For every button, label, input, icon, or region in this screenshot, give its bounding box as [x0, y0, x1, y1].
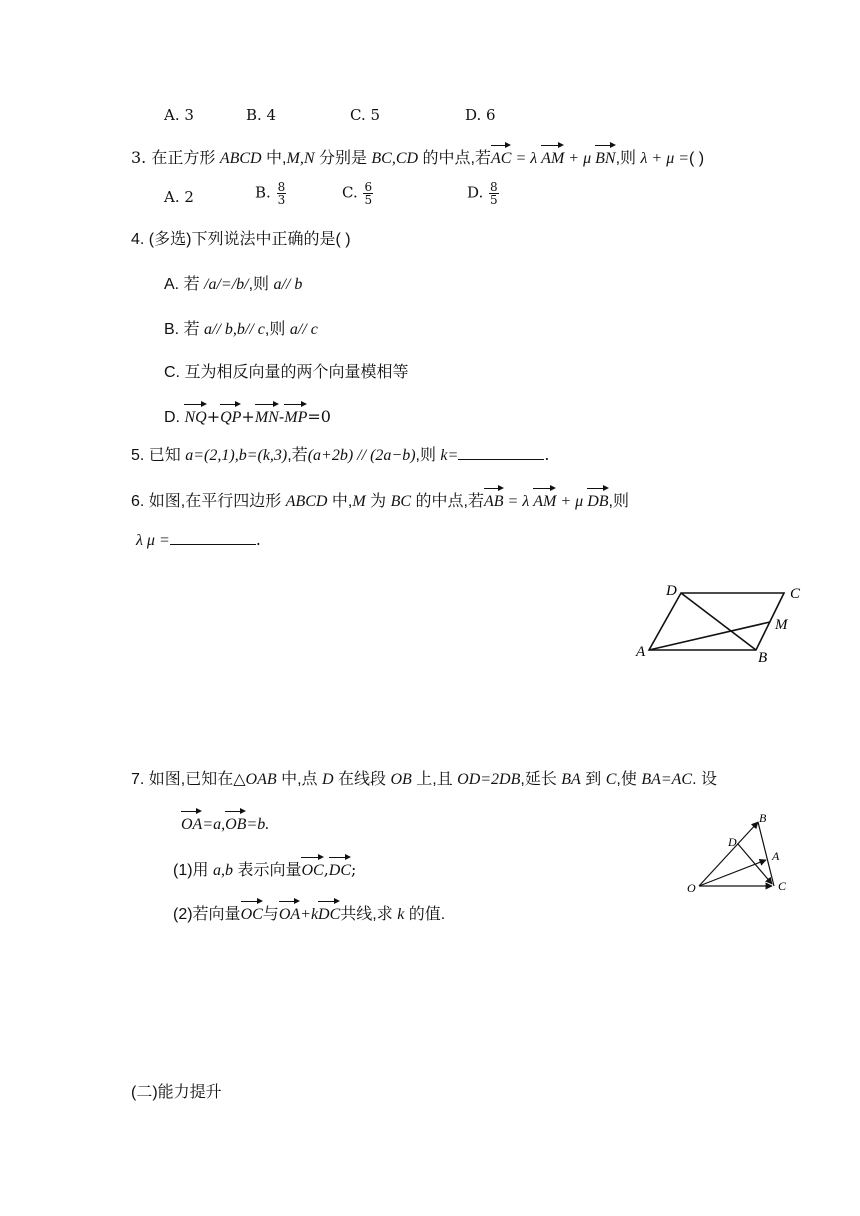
vector-oa-line — [699, 860, 766, 886]
denominator: 5 — [490, 193, 498, 207]
fraction — [489, 181, 499, 206]
q7-part2-plus-k: +k — [300, 906, 319, 923]
parallelogram-figure — [630, 578, 810, 668]
triangle-lines — [699, 822, 774, 886]
q7-setup — [181, 808, 269, 836]
q3-option-c — [342, 181, 373, 206]
q2-option-b: B. 4 — [246, 106, 277, 124]
q4-option-a — [164, 273, 302, 296]
q4-option-a-prefix: A. 若 — [164, 276, 205, 293]
vector-dc-line — [738, 844, 772, 884]
q4-option-b-math2: a// c — [289, 321, 318, 338]
label-d: D — [666, 583, 677, 599]
q4-option-d — [164, 401, 331, 429]
answer-blank[interactable] — [458, 443, 544, 460]
vector-dc: DC — [329, 854, 351, 882]
q4-option-c: C. 互为相反向量的两个向量模相等 — [164, 364, 409, 381]
q4-option-a-math2: a// b — [273, 276, 303, 293]
q3-option-b — [255, 181, 286, 206]
vector-mn: MN — [255, 401, 279, 429]
q6-text: 为 — [365, 493, 391, 510]
q3-option-d — [467, 181, 499, 206]
q3-option-a: A. 2 — [164, 188, 194, 206]
q4-option-a-math: /a/=/b/ — [204, 276, 249, 293]
q5-math2: (a+2b) // (2a−b) — [307, 447, 416, 464]
question-4-stem: 4. (多选)下列说法中正确的是( ) — [131, 231, 351, 248]
q3-number: 3. — [131, 148, 152, 167]
q7-text: . 设 — [692, 771, 718, 788]
q7-text: ,使 — [616, 771, 642, 788]
question-3 — [131, 142, 704, 170]
q4-option-b-mid: ,则 — [264, 321, 290, 338]
q7-part1-prefix: (1)用 — [173, 862, 214, 879]
operator: - — [278, 407, 285, 426]
q6-line2-end: . — [255, 530, 261, 549]
diagonal-db — [681, 593, 756, 650]
q3-lambda-mu: λ + μ = — [640, 150, 690, 167]
q7-ob: OB — [390, 771, 412, 788]
denominator: 5 — [364, 193, 373, 207]
vector-oc: OC — [241, 898, 263, 926]
q5-prefix: 5. 已知 — [131, 447, 186, 464]
label-m: M — [775, 617, 788, 633]
label-b: B — [758, 650, 768, 666]
q6-text: 中, — [327, 493, 353, 510]
q4-option-b-prefix: B. 若 — [164, 321, 205, 338]
q7-oab: OAB — [245, 771, 277, 788]
triangle-figure — [682, 808, 794, 900]
q3-option-c-prefix: C. — [342, 183, 363, 202]
q2-option-a: A. 3 — [164, 106, 194, 124]
label-a: A — [636, 644, 646, 660]
parallelogram-outline — [649, 593, 784, 650]
vector-qp: QP — [220, 401, 241, 429]
vector-ob-line — [699, 822, 758, 886]
question-7 — [131, 768, 717, 791]
numerator: 8 — [490, 180, 498, 194]
q3-text: 在正方形 — [151, 150, 220, 167]
q5-end: . — [544, 445, 550, 464]
q7-condition-2: BA=AC — [641, 771, 693, 788]
q3-bccd: BC,CD — [371, 150, 419, 167]
segment-am — [649, 622, 770, 650]
q7-part1-mid: 表示向量 — [233, 862, 302, 879]
operator: + — [241, 407, 255, 426]
q7-c: C — [605, 771, 617, 788]
q7-condition: OD=2DB — [457, 771, 521, 788]
label-c: C — [790, 586, 801, 602]
q6-eq: = λ — [503, 493, 534, 510]
q4-option-a-mid: ,则 — [248, 276, 274, 293]
vector-bn: BN — [595, 142, 615, 170]
vector-ac: AC — [491, 142, 511, 170]
q2-option-d: D. 6 — [465, 106, 496, 124]
q5-k: k= — [440, 447, 459, 464]
answer-blank[interactable] — [170, 528, 256, 545]
vector-mp: MP — [284, 401, 307, 429]
denominator: 3 — [277, 193, 286, 207]
q6-plus: + μ — [556, 493, 588, 510]
q6-bc: BC — [390, 493, 412, 510]
label-d: D — [728, 835, 737, 849]
q4-option-b-math: a// b,b// c — [204, 321, 265, 338]
q4-option-d-prefix: D. — [164, 409, 185, 426]
vector-ob: OB — [225, 808, 246, 836]
numerator: 6 — [364, 180, 373, 194]
fraction — [363, 181, 373, 206]
vector-am: AM — [533, 485, 556, 513]
q3-text: 分别是 — [314, 150, 372, 167]
operator: + — [206, 407, 221, 426]
q7-part2-mid2: 共线,求 — [340, 906, 398, 923]
q7-part2-k: k — [397, 906, 405, 923]
q3-mn: M,N — [286, 150, 315, 167]
q3-text: 的中点,若 — [418, 150, 491, 167]
section-heading: (二)能力提升 — [131, 1084, 222, 1101]
q7-text: ,延长 — [520, 771, 562, 788]
vector-oc: OC — [301, 854, 323, 882]
q5-mid2: ,则 — [415, 447, 441, 464]
numerator: 8 — [277, 180, 286, 194]
q7-part1-math: a,b — [213, 862, 234, 879]
label-b: B — [759, 811, 767, 825]
vector-am: AM — [541, 142, 564, 170]
label-o: O — [687, 881, 696, 895]
q7-part1-end: ; — [351, 860, 357, 879]
q3-text: 中, — [261, 150, 287, 167]
q7-d: D — [322, 771, 334, 788]
q3-answer-paren: ( ) — [689, 150, 705, 167]
vector-ab: AB — [484, 485, 504, 513]
q7-setup-eq2: =b. — [246, 816, 270, 833]
q4-option-d-end: =0 — [307, 407, 331, 426]
q3-eq: = λ — [511, 150, 542, 167]
q5-mid: ,若 — [287, 447, 308, 464]
q7-text: 到 — [580, 771, 606, 788]
q7-part-2 — [173, 898, 445, 926]
q3-abcd: ABCD — [219, 150, 262, 167]
q2-option-c: C. 5 — [350, 106, 381, 124]
q7-part2-mid: 与 — [262, 906, 279, 923]
q3-plus: + μ — [564, 150, 596, 167]
q7-text: 上,且 — [411, 771, 458, 788]
q6-prefix: 6. 如图,在平行四边形 — [131, 493, 286, 510]
q3-option-d-prefix: D. — [467, 183, 489, 202]
fraction — [277, 181, 287, 206]
q7-setup-eq1: =a, — [202, 816, 226, 833]
q7-part2-end: 的值. — [404, 906, 446, 923]
comma: , — [323, 860, 329, 879]
q4-option-b — [164, 318, 318, 341]
vector-oa: OA — [181, 808, 202, 836]
q6-m: M — [352, 493, 366, 510]
q7-part-1 — [173, 854, 356, 882]
vector-dc: DC — [318, 898, 340, 926]
vector-nq: NQ — [184, 401, 206, 429]
q3-option-b-prefix: B. — [255, 183, 276, 202]
q6-abcd: ABCD — [285, 493, 328, 510]
q6-lambda-mu: λ μ = — [136, 532, 170, 549]
parallelogram-lines — [649, 593, 784, 650]
question-5 — [131, 443, 549, 467]
q7-prefix: 7. 如图,已知在△ — [131, 771, 246, 788]
q7-text: 在线段 — [333, 771, 391, 788]
q6-end: ,则 — [608, 493, 629, 510]
question-6 — [131, 485, 629, 513]
q6-text: 的中点,若 — [411, 493, 484, 510]
label-c: C — [778, 879, 787, 893]
q5-math: a=(2,1),b=(k,3) — [185, 447, 288, 464]
q7-part2-prefix: (2)若向量 — [173, 906, 241, 923]
q6-line-2 — [136, 528, 261, 552]
q7-ba: BA — [561, 771, 581, 788]
vector-db: DB — [587, 485, 608, 513]
vector-oa: OA — [279, 898, 300, 926]
q7-text: 中,点 — [276, 771, 322, 788]
q3-text: ,则 — [615, 150, 641, 167]
label-a: A — [772, 849, 780, 863]
